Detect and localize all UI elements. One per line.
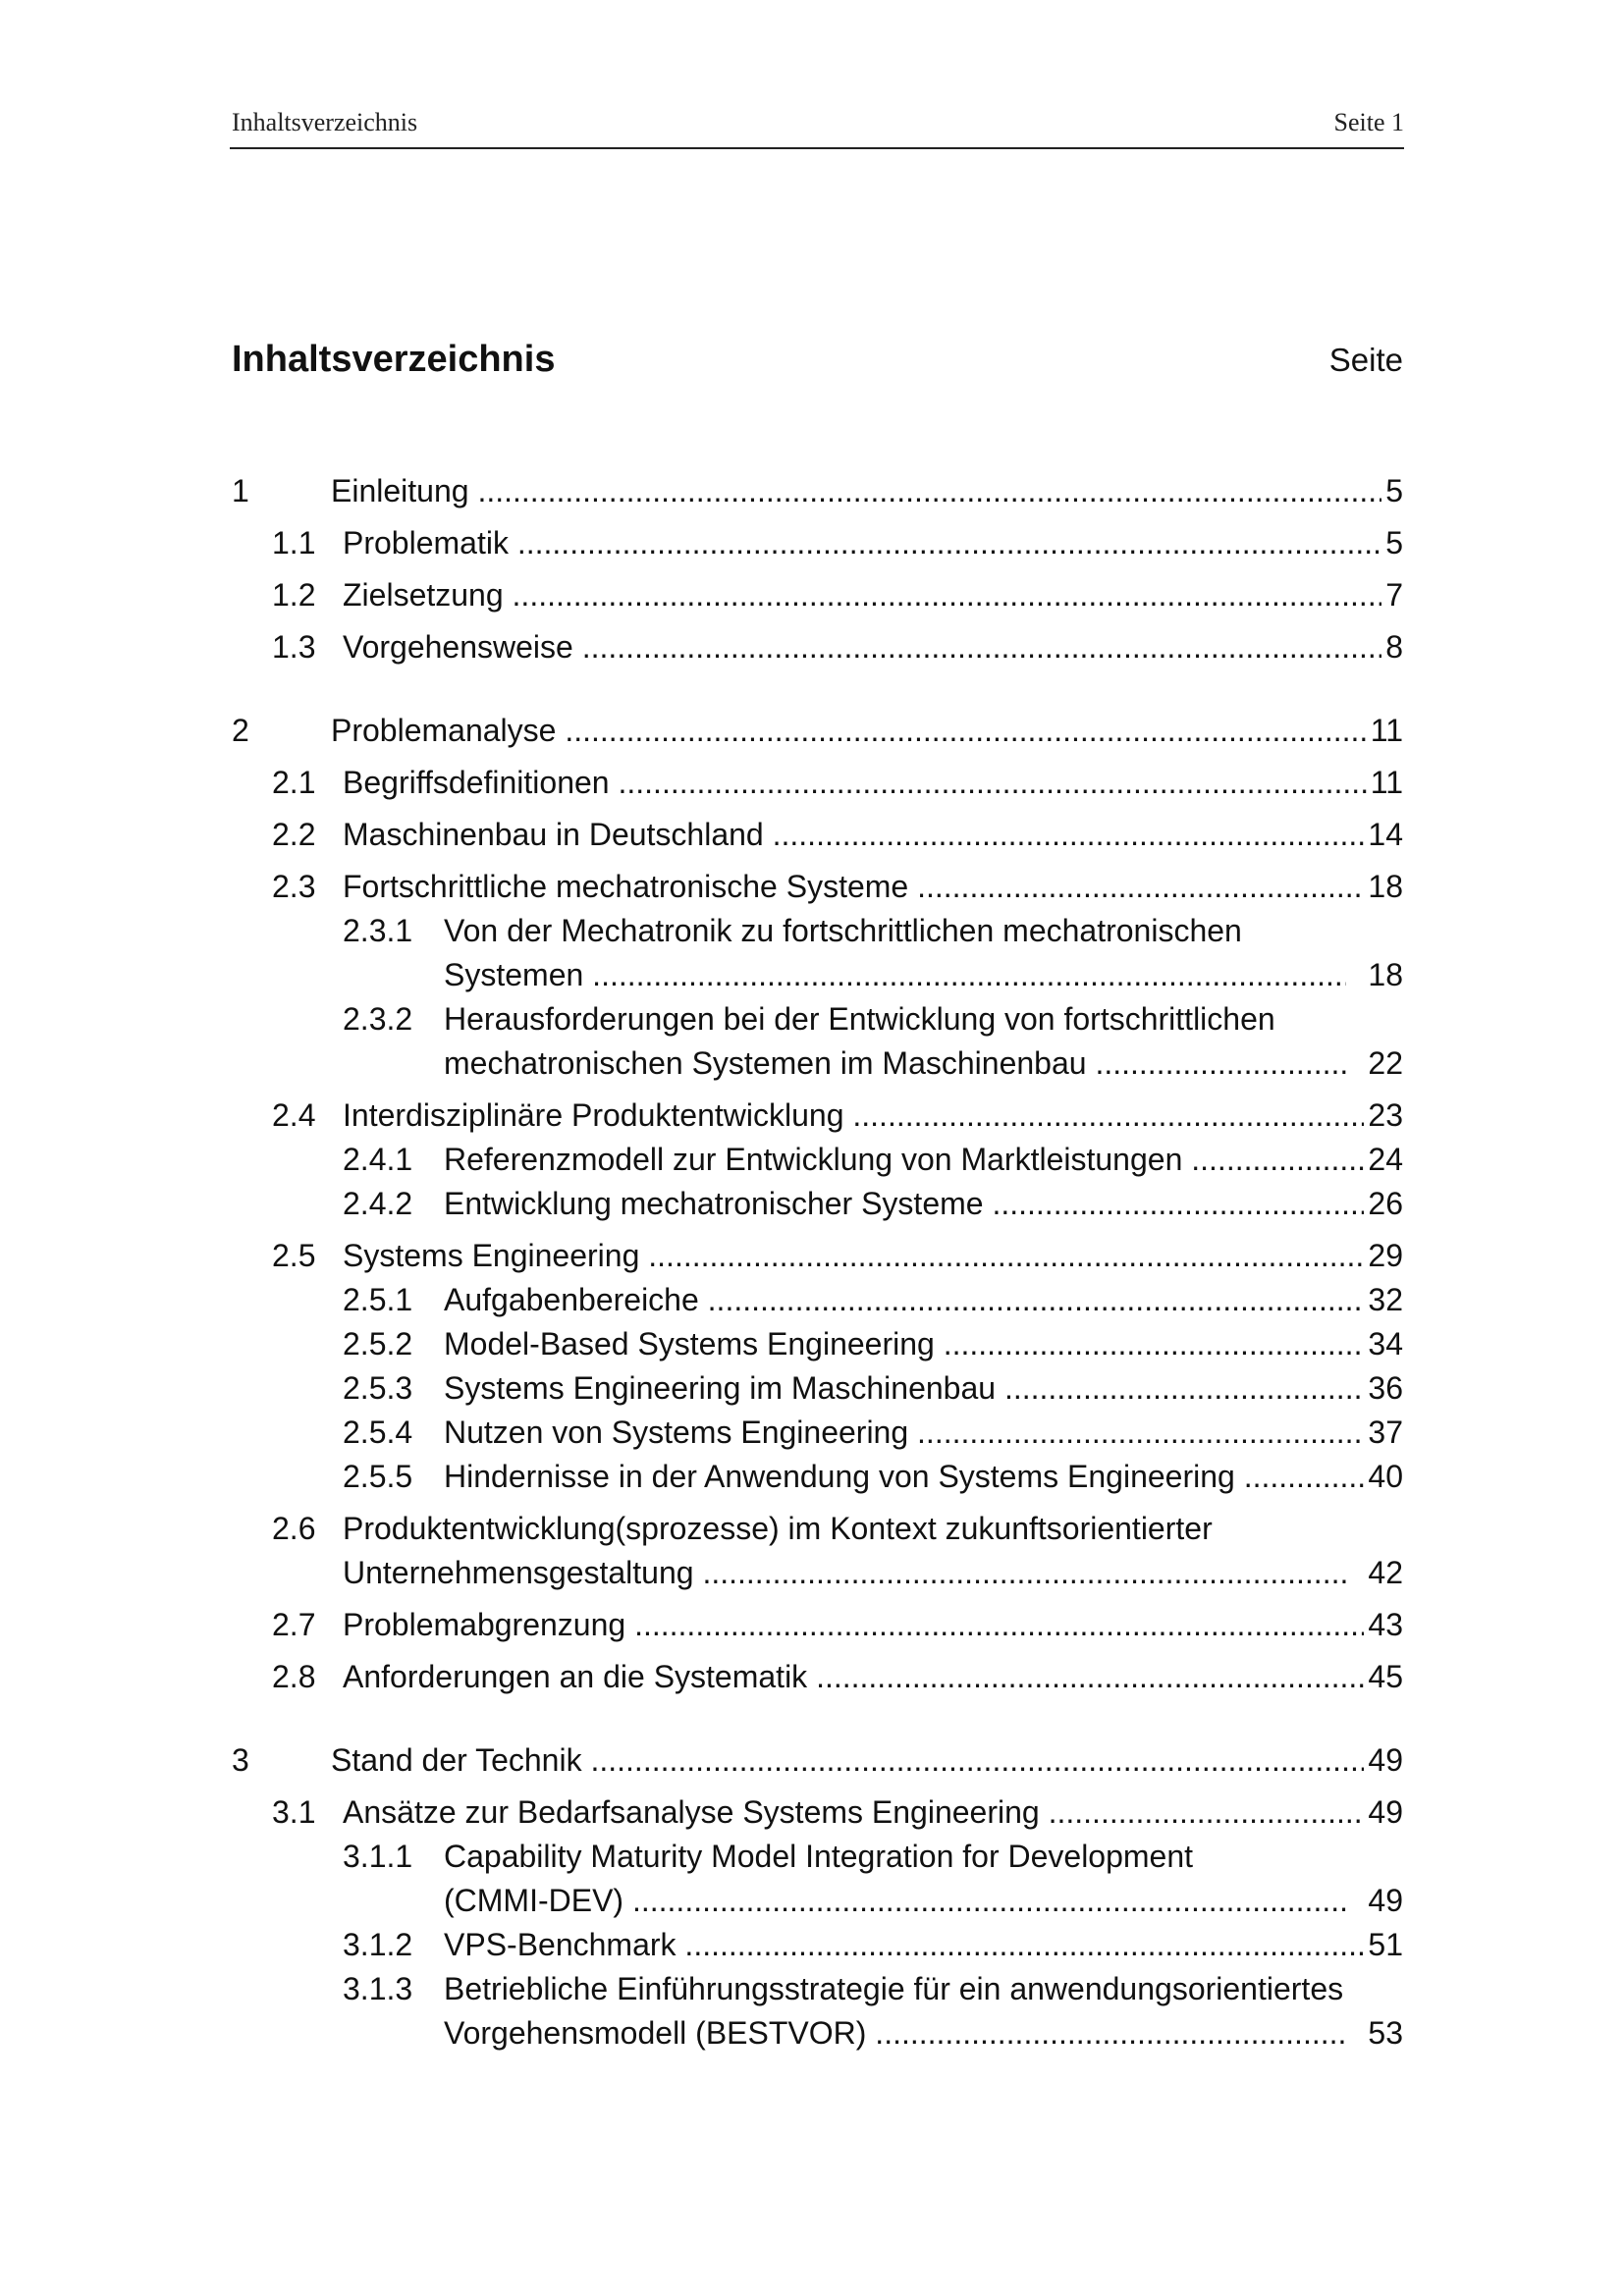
- toc-entry[interactable]: [232, 865, 1403, 909]
- toc-entry-page-number: 18: [1364, 865, 1403, 909]
- toc-entry-title: Fortschrittliche mechatronische Systeme .....: [343, 869, 1403, 904]
- toc-entry[interactable]: [232, 813, 1403, 857]
- running-head: [232, 108, 1404, 137]
- running-head-right: Seite 1: [1333, 108, 1404, 136]
- toc-entry-title: Von der Mechatronik zu fortschrittlichen mechatronischen: [444, 913, 1242, 948]
- toc-entry-title: Systems Engineering im Maschinenbau .....: [444, 1370, 1403, 1406]
- toc-entry-title: Begriffsdefinitionen .....: [343, 765, 1403, 800]
- toc-entry[interactable]: [232, 469, 1403, 513]
- toc-entry-number: 2.6: [272, 1511, 316, 1546]
- toc-entry-page-number: 51: [1364, 1923, 1403, 1967]
- toc-entry-title: Problemanalyse .....: [331, 713, 1403, 748]
- toc-entry-number: 2.5.3: [343, 1370, 413, 1406]
- toc-entry-page-number: 8: [1381, 625, 1403, 669]
- toc-entry-number: 2.4: [272, 1097, 316, 1133]
- toc-entry-number: 3: [232, 1742, 249, 1778]
- toc-entry[interactable]: [232, 1835, 1403, 1923]
- toc-entry-title: Nutzen von Systems Engineering .....: [444, 1415, 1403, 1450]
- toc-entry[interactable]: [232, 1655, 1403, 1699]
- toc-entry-title: Herausforderungen bei der Entwicklung von fortschrittlichen: [444, 1001, 1275, 1037]
- toc-entry-page-number: 29: [1364, 1234, 1403, 1278]
- toc-entry-number: 2.2: [272, 817, 316, 852]
- toc-entry-number: 1: [232, 473, 249, 508]
- toc-entry[interactable]: [232, 1234, 1403, 1278]
- toc-entry-page-number: 37: [1364, 1411, 1403, 1455]
- toc-entry[interactable]: [232, 1790, 1403, 1835]
- toc-entry[interactable]: [232, 1455, 1403, 1499]
- toc-entry[interactable]: [232, 1738, 1403, 1783]
- toc-entry-title: Vorgehensweise .....: [343, 629, 1403, 665]
- toc-entry-title: Stand der Technik .....: [331, 1742, 1403, 1778]
- toc-entry-page-number: 5: [1381, 469, 1403, 513]
- header-rule: [230, 147, 1404, 149]
- toc-entry[interactable]: [232, 1094, 1403, 1138]
- toc-entry-number: 2: [232, 713, 249, 748]
- toc-entry[interactable]: [232, 625, 1403, 669]
- toc-entry-title-continued: mechatronischen Systemen im Maschinenbau .....: [444, 1045, 1346, 1081]
- toc-entry-page-number: 26: [1364, 1182, 1403, 1226]
- toc-entry-title: Ansätze zur Bedarfsanalyse Systems Engineering .....: [343, 1794, 1403, 1830]
- toc-entry-number: 1.3: [272, 629, 316, 665]
- toc-entry-page-number: 36: [1364, 1366, 1403, 1411]
- toc-entry-title: Referenzmodell zur Entwicklung von Marktleistungen .....: [444, 1142, 1403, 1177]
- toc-entry-title-continued: Unternehmensgestaltung .....: [343, 1555, 1346, 1590]
- toc-entry[interactable]: [232, 997, 1403, 1086]
- toc-entry-number: 2.5.2: [343, 1326, 413, 1362]
- toc-entry-title: Zielsetzung .....: [343, 577, 1403, 613]
- toc-entry[interactable]: [232, 1507, 1403, 1595]
- toc-entry-title: Einleitung .....: [331, 473, 1403, 508]
- toc-entry-number: 3.1: [272, 1794, 316, 1830]
- toc-entry-number: 3.1.2: [343, 1927, 413, 1962]
- toc-entry-number: 2.1: [272, 765, 316, 800]
- toc-entry-page-number: 40: [1364, 1455, 1403, 1499]
- toc-entry-number: 2.8: [272, 1659, 316, 1694]
- toc-entry-page-number: 22: [1364, 1041, 1403, 1086]
- toc-entry-page-number: 49: [1364, 1790, 1403, 1835]
- toc-entry[interactable]: [232, 1322, 1403, 1366]
- toc-entry-title: Problemabgrenzung .....: [343, 1607, 1403, 1642]
- toc-entry[interactable]: [232, 1366, 1403, 1411]
- toc-entry-number: 2.4.2: [343, 1186, 413, 1221]
- toc-entry[interactable]: [232, 573, 1403, 617]
- running-head-left: Inhaltsverzeichnis: [232, 108, 418, 136]
- toc-entry-title: Anforderungen an die Systematik .....: [343, 1659, 1403, 1694]
- toc-title-row: [232, 339, 1403, 381]
- toc-entry[interactable]: [232, 1138, 1403, 1182]
- toc-entry[interactable]: [232, 909, 1403, 997]
- toc-entry-page-number: 24: [1364, 1138, 1403, 1182]
- toc-entry-number: 2.7: [272, 1607, 316, 1642]
- toc-entry-number: 2.5.1: [343, 1282, 413, 1317]
- toc-entry[interactable]: [232, 1967, 1403, 2056]
- toc-entry-number: 2.5.4: [343, 1415, 413, 1450]
- toc-entry-page-number: 49: [1364, 1738, 1403, 1783]
- toc-entry-number: 2.3.1: [343, 913, 413, 948]
- toc-entry[interactable]: [232, 1411, 1403, 1455]
- toc-entry-number: 2.5.5: [343, 1459, 413, 1494]
- toc-entry-title: Capability Maturity Model Integration for Development: [444, 1839, 1194, 1874]
- toc-title: Inhaltsverzeichnis: [232, 339, 556, 380]
- toc-entry-page-number: 49: [1364, 1879, 1403, 1923]
- toc-entry-page-number: 32: [1364, 1278, 1403, 1322]
- toc-entry-title: Aufgabenbereiche .....: [444, 1282, 1403, 1317]
- toc-entry-page-number: 14: [1364, 813, 1403, 857]
- toc-entry-number: 1.1: [272, 525, 316, 561]
- toc-entry-title: Betriebliche Einführungsstrategie für ein anwendungsorientiertes: [444, 1971, 1344, 2006]
- toc-entry-title: Systems Engineering .....: [343, 1238, 1403, 1273]
- toc-entry-title: Produktentwicklung(sprozesse) im Kontext zukunftsorientierter: [343, 1511, 1213, 1546]
- toc-entry-title: Interdisziplinäre Produktentwicklung .....: [343, 1097, 1403, 1133]
- toc-entry-title-continued: Vorgehensmodell (BESTVOR) .....: [444, 2015, 1346, 2051]
- toc-entry-title: Entwicklung mechatronischer Systeme .....: [444, 1186, 1403, 1221]
- toc-entry-title: Maschinenbau in Deutschland .....: [343, 817, 1403, 852]
- toc-entry-page-number: 34: [1364, 1322, 1403, 1366]
- toc-entry-number: 2.5: [272, 1238, 316, 1273]
- toc-entry-title: Problematik .....: [343, 525, 1403, 561]
- toc-entry[interactable]: [232, 521, 1403, 565]
- toc-entry-title: Model-Based Systems Engineering .....: [444, 1326, 1403, 1362]
- table-of-contents: [232, 469, 1403, 2056]
- toc-entry-page-number: 42: [1364, 1551, 1403, 1595]
- toc-entry[interactable]: [232, 1923, 1403, 1967]
- toc-entry-page-number: 43: [1364, 1603, 1403, 1647]
- toc-entry-number: 3.1.1: [343, 1839, 413, 1874]
- toc-entry-page-number: 18: [1364, 953, 1403, 997]
- toc-entry-page-number: 23: [1364, 1094, 1403, 1138]
- toc-entry-number: 1.2: [272, 577, 316, 613]
- toc-entry[interactable]: [232, 1278, 1403, 1322]
- toc-entry[interactable]: [232, 1182, 1403, 1226]
- toc-entry-title-continued: Systemen .....: [444, 957, 1346, 992]
- toc-page-column-label: Seite: [1328, 342, 1403, 378]
- toc-entry-page-number: 7: [1381, 573, 1403, 617]
- toc-entry[interactable]: [232, 761, 1403, 805]
- toc-entry-title: Hindernisse in der Anwendung von Systems Engineering .....: [444, 1459, 1403, 1494]
- toc-entry-number: 2.3.2: [343, 1001, 413, 1037]
- toc-entry-page-number: 53: [1364, 2011, 1403, 2056]
- toc-entry-number: 2.3: [272, 869, 316, 904]
- toc-entry-number: 2.4.1: [343, 1142, 413, 1177]
- toc-entry-page-number: 11: [1367, 709, 1403, 753]
- toc-entry[interactable]: [232, 709, 1403, 753]
- toc-entry-title-continued: (CMMI-DEV) .....: [444, 1883, 1346, 1918]
- toc-entry-page-number: 11: [1367, 761, 1403, 805]
- toc-entry-number: 3.1.3: [343, 1971, 413, 2006]
- toc-entry-page-number: 45: [1364, 1655, 1403, 1699]
- toc-entry-title: VPS-Benchmark .....: [444, 1927, 1403, 1962]
- toc-entry[interactable]: [232, 1603, 1403, 1647]
- toc-entry-page-number: 5: [1381, 521, 1403, 565]
